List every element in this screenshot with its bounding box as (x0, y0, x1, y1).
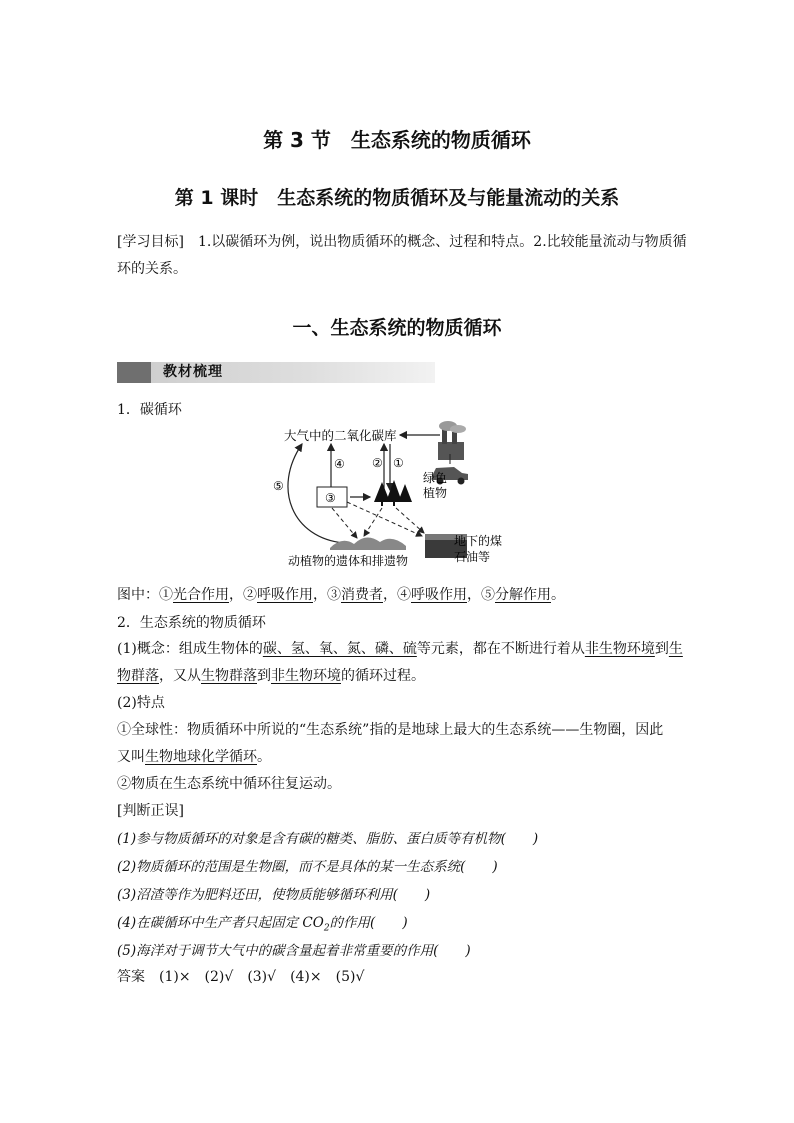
answer-key: 答案 (1)× (2)√ (3)√ (4)× (5)√ (117, 969, 365, 985)
concept-blank: 非生物环境 (584, 641, 655, 657)
legend-answer-1: 光合作用 (173, 587, 229, 603)
repeat-feature: ②物质在生态系统中循环往复运动。 (117, 776, 341, 792)
legend-sep: 。 (551, 587, 565, 603)
lesson-title: 第 1 课时 生态系统的物质循环及与能量流动的关系 (174, 187, 620, 209)
arrow-4-label: ④ (334, 457, 345, 471)
concept-line-1 (117, 639, 682, 659)
judge-question-2: (2)物质循环的范围是生物圈，而不是具体的某一生态系统( ) (117, 859, 498, 875)
concept-text: (1)概念：组成生物体的 (117, 641, 263, 657)
concept-blank: 生物群落 (201, 668, 257, 684)
section-title: 第 3 节 生态系统的物质循环 (263, 128, 531, 152)
concept-blank: 非生物环境 (271, 668, 341, 684)
objectives-label: [学习目标] (117, 234, 184, 250)
carbon-cycle-diagram (262, 418, 532, 570)
legend-answer-3: 消费者 (341, 587, 383, 603)
fossil-label-1: 地下的煤 (454, 534, 503, 548)
arrow-1-label: ① (393, 456, 404, 470)
remains-label: 动植物的遗体和排遗物 (288, 554, 409, 568)
section-bar-label: 教材梳理 (163, 364, 223, 380)
part-heading: 一、生态系统的物质循环 (292, 317, 502, 339)
judge-question-3: (3)沼渣等作为肥料还田，使物质能够循环利用( ) (117, 887, 431, 903)
legend-sep: ， (313, 587, 327, 603)
judge-question-5: (5)海洋对于调节大气中的碳含量起着非常重要的作用( ) (117, 943, 471, 959)
judge-title: [判断正误] (117, 803, 184, 819)
remains-icon (330, 537, 406, 550)
concept-text: 的循环过程。 (341, 668, 425, 684)
feature-blank: 生物地球化学循环 (145, 749, 257, 765)
legend-sep: ， (383, 587, 397, 603)
legend-num-1: ① (159, 587, 173, 603)
arrow-2-label: ② (372, 456, 383, 470)
legend-answer-4: 呼吸作用 (411, 587, 467, 603)
legend-num-2: ② (243, 587, 257, 603)
concept-blank: 碳、氢、氧、氮、磷、硫 (262, 641, 417, 657)
concept-blank: 物群落 (117, 668, 159, 684)
legend-num-4: ④ (397, 587, 411, 603)
concept-text: 等元素，都在不断进行着从 (416, 641, 585, 657)
legend-num-5: ⑤ (481, 587, 495, 603)
judge-question-4 (117, 913, 682, 939)
item2-title: 2．生态系统的物质循环 (117, 615, 266, 631)
objectives-text-2: 环的关系。 (117, 261, 187, 277)
concept-blank: 生 (668, 641, 683, 657)
arrow-5-label: ⑤ (273, 479, 284, 493)
legend-sep: ， (229, 587, 243, 603)
feature-text: 又叫 (117, 749, 145, 765)
tree-icon (374, 480, 412, 506)
atmosphere-co2-label: 大气中的二氧化碳库 (284, 428, 397, 443)
features-title: (2)特点 (117, 695, 165, 711)
objectives-text-1: 1.以碳循环为例，说出物质循环的概念、过程和特点。2.比较能量流动与物质循 (197, 234, 687, 250)
subscript: 2 (323, 923, 330, 934)
concept-text: 到 (257, 668, 271, 684)
global-feature-line-2 (117, 747, 682, 767)
legend-sep: ， (467, 587, 481, 603)
legend-prefix: 图中： (117, 587, 159, 603)
concept-text: ，又从 (159, 668, 201, 684)
global-feature-line-1: ①全球性：物质循环中所说的“生态系统”指的是地球上最大的生态系统——生物圈，因此 (117, 722, 664, 738)
feature-text: 。 (257, 749, 271, 765)
plants-label-1: 绿色 (423, 471, 448, 485)
section-bar (117, 362, 435, 383)
item1-title: 1．碳循环 (117, 402, 182, 418)
plants-label-2: 植物 (423, 486, 448, 500)
legend-num-3: ③ (327, 587, 341, 603)
question-text: (4)在碳循环中生产者只起固定 CO (117, 915, 324, 931)
concept-text: 到 (654, 641, 669, 657)
factory-icon (438, 421, 466, 460)
legend-answer-2: 呼吸作用 (257, 587, 313, 603)
learning-objectives (117, 232, 687, 252)
legend-answer-5: 分解作用 (495, 587, 551, 603)
concept-line-2 (117, 666, 682, 686)
judge-question-1: (1)参与物质循环的对象是含有碳的糖类、脂肪、蛋白质等有机物( ) (117, 831, 539, 847)
consumer-box-label: ③ (325, 491, 336, 505)
diagram-legend (117, 585, 682, 605)
question-text: 的作用( ) (329, 915, 408, 931)
fossil-label-2: 石油等 (454, 550, 491, 564)
